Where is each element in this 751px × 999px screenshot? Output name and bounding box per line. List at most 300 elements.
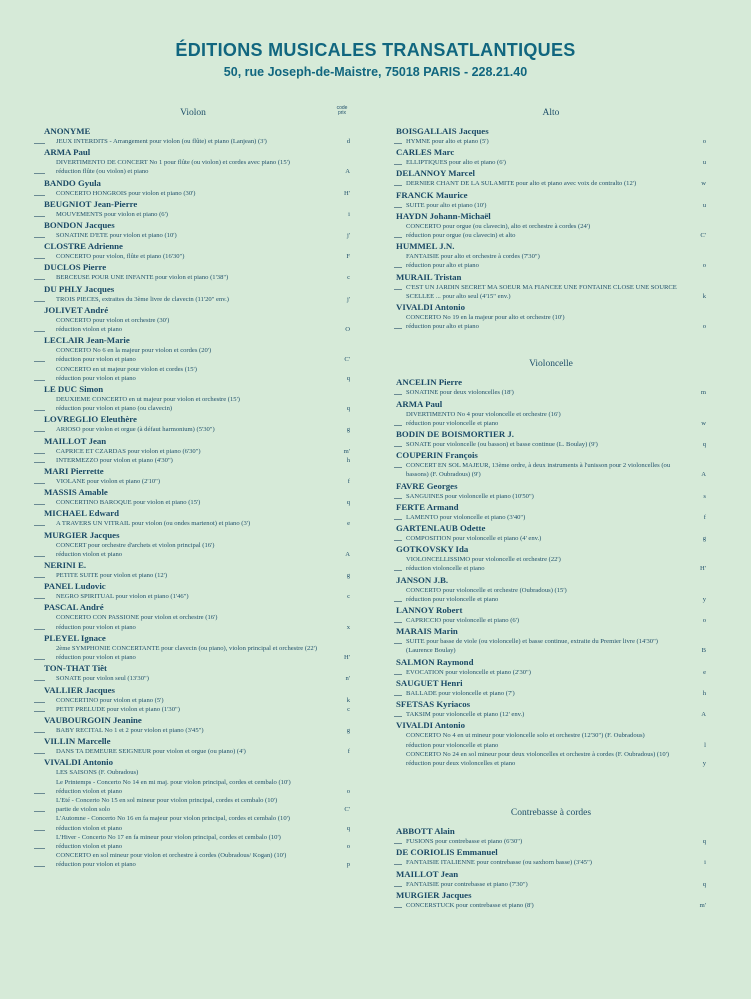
work-description: réduction pour violon et piano (56, 623, 136, 631)
composer-entry (396, 147, 706, 167)
work-item (34, 295, 352, 304)
composer-name: VILLIN Marcelle (44, 736, 111, 747)
price-code-header: code prix (336, 105, 348, 116)
composer-entry (34, 384, 352, 413)
work-description: réduction violon et piano (56, 824, 123, 832)
work-item (396, 410, 706, 419)
work-description: VIOLANE pour violon et piano (2'10") (56, 478, 161, 486)
price-code: s (703, 492, 706, 500)
entry-list (396, 126, 706, 331)
work-item (396, 158, 706, 167)
composer-name: MICHAEL Edward (44, 508, 120, 519)
price-code: f (347, 478, 350, 486)
work-description: CONCERTO pour violon et orchestre (30') (56, 316, 170, 324)
price-code: j' (346, 295, 350, 303)
work-item (396, 313, 706, 322)
work-description: L'Eté - Concerto No 15 en sol mineur pour violon principal, cordes et cembalo (10') (56, 796, 278, 804)
composer-entry (34, 757, 352, 869)
price-code: f (703, 513, 706, 521)
work-item (396, 731, 706, 740)
section-title: Alto (542, 108, 560, 118)
work-item (34, 541, 352, 550)
price-code: A (701, 471, 706, 479)
composer-name: LE DUC Simon (44, 384, 104, 395)
price-code: w (701, 419, 706, 427)
price-code: i (704, 859, 706, 867)
work-description: CONCERTO pour orgue (ou clavecin), alto et orchestre à cordes (24') (406, 222, 591, 230)
work-description: CONCERT EN SOL MAJEUR, 13ème ordre, à deux instruments à l'unisson pour 2 violoncelles (ou bassons) (F. Oubradous) (9') (406, 462, 671, 479)
work-item (34, 705, 352, 714)
work-item (396, 252, 706, 261)
price-code: A (345, 550, 350, 558)
composer-name: HAYDN Johann-Michaël (396, 210, 491, 221)
composer-entry (396, 241, 706, 270)
price-code: y (702, 759, 706, 767)
price-code: H' (344, 189, 350, 197)
work-item (34, 623, 352, 632)
composer-name: MURGIER Jacques (396, 889, 472, 900)
work-item (34, 674, 352, 683)
work-item (34, 252, 352, 261)
work-description: A TRAVERS UN VITRAIL pour violon (ou ondes martenot) et piano (3') (56, 520, 251, 528)
work-item (34, 210, 352, 219)
work-description: BERCEUSE POUR UNE INFANTE pour violon et piano (1'38") (56, 274, 229, 282)
work-description: TAKSIM pour violoncelle et piano (12' env.) (406, 711, 525, 719)
work-item (34, 395, 352, 404)
composer-entry (34, 241, 352, 261)
composer-entry (34, 685, 352, 714)
work-item (34, 404, 352, 413)
composer-name: DE CORIOLIS Emmanuel (396, 847, 498, 858)
price-code: d (346, 138, 350, 145)
work-item (34, 355, 352, 364)
work-description: ARIOSO pour violon et orgue (à défaut harmonium) (5'30") (56, 426, 215, 434)
work-item (396, 179, 706, 188)
work-description: réduction pour violon et piano (56, 356, 136, 364)
work-item (34, 833, 352, 842)
work-item (396, 741, 706, 750)
price-code: m' (343, 447, 350, 455)
work-description: HYMNE pour alto et piano (5') (406, 138, 489, 145)
composer-name: GARTENLAUB Odette (396, 523, 486, 534)
price-code: l (704, 741, 706, 749)
price-code: o (346, 787, 350, 795)
work-description: réduction violon et piano (56, 787, 123, 795)
composer-name: PASCAL André (44, 602, 104, 613)
work-item (396, 668, 706, 677)
work-description: LES SAISONS (F. Oubradous) (56, 769, 139, 777)
price-code: A (701, 711, 706, 719)
composer-entry (396, 575, 706, 604)
work-item (396, 837, 706, 846)
work-item (396, 492, 706, 501)
work-item (396, 858, 706, 867)
work-item (34, 374, 352, 383)
composer-name: ABBOTT Alain (396, 826, 455, 837)
work-item (396, 261, 706, 270)
work-item (396, 513, 706, 522)
composer-name: ANCELIN Pierre (396, 377, 463, 388)
price-code: m (700, 389, 706, 397)
work-description: L'Automne - Concerto No 16 en fa majeur pour violon principal, cordes et cembalo (10') (56, 815, 291, 823)
composer-entry (34, 126, 352, 146)
composer-entry (34, 147, 352, 176)
work-item (34, 158, 352, 167)
entry-list (396, 826, 706, 910)
price-code: O (345, 326, 350, 334)
composer-entry (396, 168, 706, 188)
price-code: f (347, 748, 350, 756)
work-item (34, 365, 352, 374)
instrument-section (396, 808, 706, 910)
work-description: CONCERTO en ut majeur pour violon et cordes (15') (56, 365, 197, 373)
work-description: SONATE pour violoncelle (ou basson) et basse continue (L. Boulay) (9') (406, 441, 598, 449)
composer-name: FAVRE Georges (396, 480, 458, 491)
price-code: q (702, 838, 706, 846)
composer-entry (396, 126, 706, 146)
composer-name: VIVALDI Antonio (44, 757, 114, 768)
price-code: g (346, 726, 350, 734)
work-item (34, 456, 352, 465)
work-item (34, 824, 352, 833)
composer-name: ANONYME (44, 126, 91, 136)
work-description: réduction violon et piano (56, 842, 123, 850)
composer-entry (396, 272, 706, 301)
price-code: g (346, 426, 350, 434)
composer-name: VALLIER Jacques (44, 684, 115, 695)
composer-entry (396, 869, 706, 889)
work-description: BALLADE pour violoncelle et piano (7') (406, 689, 515, 697)
work-item (34, 231, 352, 240)
composer-entry (34, 581, 352, 601)
work-description: BABY RECITAL No 1 et 2 pour violon et piano (3'45") (56, 726, 204, 734)
work-item (34, 644, 352, 653)
work-description: TROIS PIECES, extraites du 3ème livre de clavecin (11'20" env.) (56, 295, 229, 303)
price-code: C' (344, 806, 350, 814)
price-code: e (703, 668, 706, 676)
composer-name: MASSIS Amable (44, 487, 108, 498)
work-description: CONCERTO No 19 en la majeur pour alto et orchestre (10') (406, 314, 565, 322)
violin-entry-list (34, 126, 352, 870)
price-code: x (346, 623, 350, 631)
work-description: PETITE SUITE pour violon et piano (12') (56, 572, 168, 580)
work-item (396, 231, 706, 240)
composer-entry (396, 302, 706, 331)
composer-name: NERINI E. (44, 560, 87, 571)
price-code: c (347, 705, 350, 713)
composer-name: MARI Pierrette (44, 466, 104, 477)
price-code: o (702, 323, 706, 331)
composer-name: HUMMEL J.N. (396, 241, 455, 252)
work-description: CONCERTO HONGROIS pour violon et piano (30') (56, 189, 196, 197)
composer-entry (396, 847, 706, 867)
work-item (34, 550, 352, 559)
price-code: q (346, 374, 350, 382)
work-description: ELLIPTIQUES pour alto et piano (6') (406, 159, 506, 167)
price-code: e (347, 520, 350, 528)
price-code: h (346, 456, 350, 464)
work-item (34, 805, 352, 814)
work-item (396, 419, 706, 428)
work-item (396, 689, 706, 698)
composer-entry (34, 305, 352, 334)
composer-entry (34, 715, 352, 735)
price-code: u (702, 159, 706, 167)
composer-entry (396, 699, 706, 719)
work-description: partie de violon solo (56, 806, 111, 814)
work-description: DANS TA DEMEURE SEIGNEUR pour violon et orgue (ou piano) (4') (56, 748, 246, 756)
work-item (396, 555, 706, 564)
price-code: H' (700, 565, 706, 573)
price-code: C' (700, 232, 706, 240)
work-item (396, 283, 706, 301)
work-item (34, 346, 352, 355)
price-code: u (702, 201, 706, 209)
price-code: q (702, 880, 706, 888)
work-description: CONCERTINO BAROQUE pour violon et piano (15') (56, 499, 201, 507)
composer-name: BEUGNIOT Jean-Pierre (44, 198, 138, 209)
composer-name: BOISGALLAIS Jacques (396, 126, 489, 136)
work-description: FANTAISIE pour contrebasse et piano (7'30") (406, 880, 528, 888)
composer-entry (34, 262, 352, 282)
work-item (396, 586, 706, 595)
composer-entry (34, 663, 352, 683)
work-item (34, 696, 352, 705)
work-item (34, 814, 352, 823)
work-description: INTERMEZZO pour violon et piano (4'30") (56, 456, 173, 464)
work-description: DEUXIEME CONCERTO en ut majeur pour violon et orchestre (15') (56, 396, 240, 404)
work-description: CONCERSTUCK pour contrebasse et piano (8') (406, 901, 534, 909)
price-code: k (346, 696, 350, 704)
composer-entry (396, 523, 706, 543)
composer-entry (396, 429, 706, 449)
work-description: C'EST UN JARDIN SECRET MA SOEUR MA FIANCEE UNE FONTAINE CLOSE UNE SOURCE SCELLEE ... pour alto seul (4'15" env.) (406, 283, 677, 300)
work-description: CONCERTO pour violon, flûte et piano (16'30") (56, 253, 185, 261)
work-description: CONCERTO No 6 en la majeur pour violon et cordes (20') (56, 347, 212, 355)
work-description: SANGUINES pour violoncelle et piano (10'50") (406, 492, 534, 500)
price-code: A (345, 168, 350, 176)
composer-entry (34, 178, 352, 198)
work-description: COMPOSITION pour violoncelle et piano (4' env.) (406, 535, 542, 543)
work-item (396, 616, 706, 625)
composer-name: MARAIS Marin (396, 626, 458, 637)
composer-entry (34, 736, 352, 756)
composer-entry (396, 190, 706, 210)
work-description: CONCERT pour orchestre d'archets et violon principal (16') (56, 541, 215, 549)
work-description: NEGRO SPIRITUAL pour violon et piano (1'46") (56, 593, 189, 601)
composer-name: BANDO Gyula (44, 177, 101, 188)
composer-entry (396, 605, 706, 625)
work-item (34, 447, 352, 456)
composer-entry (396, 481, 706, 501)
price-code: c (347, 593, 350, 601)
work-item (34, 425, 352, 434)
section-title-violon: Violon (180, 108, 206, 118)
violin-column (34, 105, 352, 870)
work-item (396, 322, 706, 331)
composer-name: LOVREGLIO Eleuthère (44, 414, 137, 425)
work-item (34, 851, 352, 860)
price-code: q (346, 499, 350, 507)
price-code: g (702, 535, 706, 543)
work-description: réduction pour violon et piano (56, 861, 136, 869)
composer-name: MURGIER Jacques (44, 529, 120, 540)
price-code: o (702, 617, 706, 625)
work-description: CONCERTO No 4 en ut mineur pour violoncelle solo et orchestre (12'30") (F. Oubradous) (406, 732, 645, 740)
price-code: o (346, 842, 350, 850)
work-description: réduction pour violoncelle et piano (406, 595, 499, 603)
price-code: q (346, 824, 350, 832)
work-item (396, 222, 706, 231)
work-item (396, 750, 706, 759)
price-code: k (702, 292, 706, 300)
work-description: 2ème SYMPHONIE CONCERTANTE pour clavecin (ou piano), violon principal et orchestre (22') (56, 644, 318, 652)
composer-name: ARMA Paul (396, 398, 443, 409)
work-item (396, 461, 706, 479)
work-description: VIOLONCELLISSIMO pour violoncelle et orchestre (22') (406, 556, 561, 564)
composer-entry (396, 211, 706, 240)
work-description: EVOCATION pour violoncelle et piano (2'30") (406, 668, 531, 676)
work-description: SONATE pour violon seul (13'30") (56, 675, 149, 683)
composer-name: CLOSTRE Adrienne (44, 241, 123, 252)
composer-name: TON-THAT Tiêt (44, 663, 107, 674)
price-code: q (346, 405, 350, 413)
work-description: SONATINE pour deux violoncelles (18') (406, 389, 514, 397)
composer-name: LANNOY Robert (396, 605, 463, 616)
composer-entry (396, 678, 706, 698)
composer-entry (34, 284, 352, 304)
composer-entry (34, 633, 352, 662)
composer-name: MURAIL Tristan (396, 271, 462, 282)
price-code: i (348, 210, 350, 218)
composer-name: PANEL Ludovic (44, 581, 106, 592)
work-item (34, 477, 352, 486)
work-item (34, 747, 352, 756)
instrument-section (396, 108, 706, 331)
work-description: CONCERTO pour violoncelle et orchestre (Oubradous) (15') (406, 586, 567, 594)
work-description: réduction pour alto et piano (406, 323, 479, 331)
work-description: PETIT PRELUDE pour violon et piano (1'30") (56, 705, 180, 713)
composer-name: VIVALDI Antonio (396, 720, 466, 731)
composer-entry (34, 602, 352, 631)
work-description: réduction pour violon et piano (56, 654, 136, 662)
work-item (34, 189, 352, 198)
work-item (396, 440, 706, 449)
work-item (34, 787, 352, 796)
composer-entry (396, 399, 706, 428)
work-item (34, 325, 352, 334)
composer-name: VAUBOURGOIN Jeanine (44, 714, 142, 725)
work-item (34, 273, 352, 282)
composer-entry (396, 377, 706, 397)
price-code: o (702, 138, 706, 145)
price-code: y (702, 595, 706, 603)
section-title: Violoncelle (529, 359, 573, 370)
composer-name: JOLIVET André (44, 304, 109, 315)
work-description: DERNIER CHANT DE LA SULAMITE pour alto et piano avec voix de contralto (12') (406, 180, 637, 188)
composer-name: DELANNOY Marcel (396, 168, 475, 179)
composer-entry (34, 414, 352, 434)
work-description: réduction violoncelle et piano (406, 565, 485, 573)
price-code: j' (346, 232, 350, 240)
entry-list (396, 377, 706, 768)
composer-name: CARLES Marc (396, 147, 455, 158)
composer-entry (34, 560, 352, 580)
work-item (34, 592, 352, 601)
composer-entry (396, 657, 706, 677)
work-item (396, 137, 706, 146)
work-item (34, 842, 352, 851)
work-description: SONATINE D'ETE pour violon et piano (10') (56, 232, 177, 240)
work-item (396, 710, 706, 719)
work-description: LAMENTO pour violoncelle et piano (3'40") (406, 513, 526, 521)
work-item (34, 519, 352, 528)
price-code: m' (699, 901, 706, 909)
strings-column (396, 108, 706, 910)
composer-name: COUPERIN François (396, 450, 478, 461)
work-item (34, 571, 352, 580)
composer-name: DUCLOS Pierre (44, 262, 107, 273)
work-description: réduction pour violon et piano (56, 374, 136, 382)
composer-name: ARMA Paul (44, 147, 91, 158)
work-item (34, 613, 352, 622)
price-code: q (702, 441, 706, 449)
composer-entry (34, 530, 352, 559)
price-code: p (346, 861, 350, 869)
work-item (34, 796, 352, 805)
composer-entry (34, 466, 352, 486)
composer-entry (34, 335, 352, 383)
price-code: B (701, 647, 706, 655)
work-description: FUSIONS pour contrebasse et piano (6'30") (406, 838, 523, 846)
work-description: CONCERTO en sol mineur pour violon et orchestre à cordes (Oubradous/ Kogan) (10') (56, 852, 287, 860)
work-item (34, 137, 352, 146)
work-item (34, 778, 352, 787)
price-code: o (702, 262, 706, 270)
composer-entry (396, 826, 706, 846)
composer-name: BONDON Jacques (44, 220, 115, 231)
work-description: FANTAISIE ITALIENNE pour contrebasse (ou saxhorn basse) (3'45") (406, 859, 592, 867)
work-item (396, 880, 706, 889)
price-code: H' (344, 654, 350, 662)
work-description: CONCERTINO pour violon et piano (5') (56, 696, 164, 704)
work-description: FANTAISIE pour alto et orchestre à cordes (7'30") (406, 253, 540, 261)
work-item (396, 564, 706, 573)
work-description: MOUVEMENTS pour violon et piano (6') (56, 210, 168, 218)
work-description: réduction pour violoncelle et piano (406, 419, 499, 427)
work-description: réduction pour orgue (ou clavecin) et alto (406, 232, 516, 240)
composer-name: SFETSAS Kyriacos (396, 699, 471, 710)
work-item (34, 726, 352, 735)
composer-entry (396, 544, 706, 573)
work-item (396, 595, 706, 604)
work-item (34, 768, 352, 777)
composer-name: LECLAIR Jean-Marie (44, 335, 130, 346)
composer-name: MAILLOT Jean (396, 868, 459, 879)
work-description: réduction violon et piano (56, 326, 123, 334)
composer-entry (396, 626, 706, 655)
work-item (34, 167, 352, 176)
work-item (396, 534, 706, 543)
composer-entry (34, 508, 352, 528)
work-description: DIVERTIMENTO DE CONCERT No 1 pour flûte (ou violon) et cordes avec piano (15') (56, 159, 290, 167)
publisher-address: 50, rue Joseph-de-Maistre, 75018 PARIS - 228.21.40 (223, 65, 528, 79)
work-item (34, 860, 352, 869)
work-description: CONCERTO No 24 en sol mineur pour deux violoncelles et orchestre à cordes (F. Oubradous) (10') (406, 750, 670, 758)
work-description: JEUX INTERDITS - Arrangement pour violon (ou flûte) et piano (Lanjean) (3') (56, 138, 267, 145)
work-item (34, 316, 352, 325)
instrument-section (396, 359, 706, 768)
